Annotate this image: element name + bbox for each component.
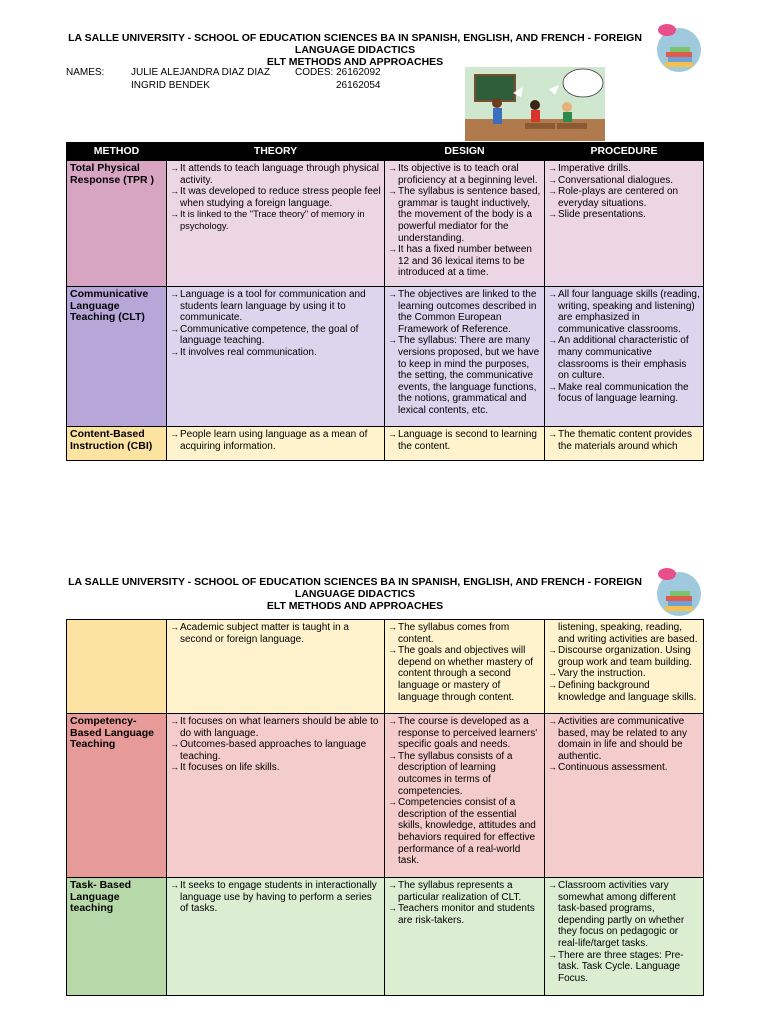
- header-line-2: LANGUAGE DIDACTICS: [294, 588, 416, 600]
- table-row-tblt: [67, 878, 704, 996]
- list-item: → Slide presentations.: [548, 209, 700, 221]
- method-cblt: Competency-Based Language Teaching: [67, 714, 167, 878]
- method-tblt: Task- Based Language teaching: [67, 878, 167, 996]
- list-item: → Imperative drills.: [548, 163, 700, 175]
- design-tpr: [385, 161, 545, 287]
- list-item: → The syllabus comes from content.: [388, 622, 541, 645]
- list-item: → Outcomes-based approaches to language teaching.: [170, 739, 381, 762]
- list-item: → All four language skills (reading, writing, speaking and listening) are emphasized in communicative classrooms.: [548, 289, 700, 335]
- procedure-clt: [545, 287, 704, 427]
- table-row-clt: [67, 287, 704, 427]
- list-item: → Academic subject matter is taught in a second or foreign language.: [170, 622, 381, 645]
- names-label: NAMES:: [66, 67, 105, 78]
- list-item: → Vary the instruction.: [548, 668, 700, 680]
- header-line-2: LANGUAGE DIDACTICS: [294, 44, 416, 56]
- theory-cblt: [167, 714, 385, 878]
- header-line-1: LA SALLE UNIVERSITY - SCHOOL OF EDUCATION SCIENCES BA IN SPANISH, ENGLISH, AND FRENCH - FOREIGN: [68, 32, 642, 44]
- procedure-cblt: [545, 714, 704, 878]
- table-header-row: [67, 143, 704, 161]
- list-item: → The goals and objectives will depend on whether mastery of content through a second language or mastery of language through content.: [388, 645, 541, 703]
- method-tpr: Total Physical Response (TPR ): [67, 161, 167, 287]
- skillful-logo-icon: [653, 566, 703, 616]
- theory-clt: [167, 287, 385, 427]
- list-item: → The syllabus is sentence based, grammar is taught inductively, the movement of the body is a powerful mediator for the understanding.: [388, 186, 541, 244]
- list-item: → Defining background knowledge and language skills.: [548, 680, 700, 703]
- list-item: → The thematic content provides the materials around which: [548, 429, 700, 452]
- header-line-3: ELT METHODS AND APPROACHES: [266, 56, 444, 68]
- list-item: → An additional characteristic of many communicative classrooms is their emphasis on culture.: [548, 335, 700, 381]
- list-item: → It has a fixed number between 12 and 36 lexical items to be introduced at a time.: [388, 244, 541, 279]
- header-line-1: LA SALLE UNIVERSITY - SCHOOL OF EDUCATION SCIENCES BA IN SPANISH, ENGLISH, AND FRENCH - FOREIGN: [68, 576, 642, 588]
- list-item: → There are three stages: Pre-task. Task Cycle. Language Focus.: [548, 950, 700, 985]
- skillful-logo-icon: [653, 22, 703, 72]
- design-cbi: [385, 427, 545, 461]
- list-item: → Classroom activities vary somewhat among different task-based programs, depending partly on whether they focus on pedagogic or real-life/target tasks.: [548, 880, 700, 950]
- procedure-cbi: [545, 427, 704, 461]
- list-item: → Communicative competence, the goal of language teaching.: [170, 324, 381, 347]
- col-header-method: METHOD: [67, 143, 167, 161]
- list-item: → Make real communication the focus of language learning.: [548, 382, 700, 405]
- list-item: → The syllabus represents a particular realization of CLT.: [388, 880, 541, 903]
- list-item: → It is linked to the "Trace theory" of memory in psychology.: [170, 209, 381, 232]
- page2-header: [60, 576, 650, 612]
- list-item: → Role-plays are centered on everyday situations.: [548, 186, 700, 209]
- method-clt: Communicative Language Teaching (CLT): [67, 287, 167, 427]
- procedure-tblt: [545, 878, 704, 996]
- table-row-cblt: [67, 714, 704, 878]
- header-line-3: ELT METHODS AND APPROACHES: [266, 600, 444, 612]
- procedure-tpr: [545, 161, 704, 287]
- list-item: → Language is second to learning the content.: [388, 429, 541, 452]
- list-item: → The objectives are linked to the learning outcomes described in the Common European Framework of Reference.: [388, 289, 541, 335]
- list-item: → It focuses on life skills.: [170, 762, 381, 774]
- list-item: → Discourse organization. Using group work and team building.: [548, 645, 700, 668]
- design-clt: [385, 287, 545, 427]
- list-item: → Its objective is to teach oral proficiency at a beginning level.: [388, 163, 541, 186]
- procedure-cbi-continued: [545, 620, 704, 714]
- list-item: → It was developed to reduce stress people feel when studying a foreign language.: [170, 186, 381, 209]
- method-cbi-continued: [67, 620, 167, 714]
- list-item: → Language is a tool for communication and students learn language by using it to communicate.: [170, 289, 381, 324]
- table-row-cbi-continued: [67, 620, 704, 714]
- list-item: → Conversational dialogues.: [548, 175, 700, 187]
- list-item: → The syllabus consists of a description of learning outcomes in terms of competencies.: [388, 751, 541, 797]
- theory-cbi: [167, 427, 385, 461]
- theory-tblt: [167, 878, 385, 996]
- list-item: → Continuous assessment.: [548, 762, 700, 774]
- list-item: → It focuses on what learners should be able to do with language.: [170, 716, 381, 739]
- page1-header: [60, 32, 650, 68]
- student-code-1: CODES: 26162092: [295, 67, 381, 78]
- design-cblt: [385, 714, 545, 878]
- table-row-cbi: [67, 427, 704, 461]
- classroom-illustration: [465, 67, 605, 141]
- procedure-lead-text: listening, speaking, reading, and writing activities are based.: [558, 622, 698, 645]
- list-item: → The syllabus: There are many versions proposed, but we have to keep in mind the purposes, the setting, the communicative events, the language functions, the notions, grammatical and lexical contents, etc.: [388, 335, 541, 416]
- student-name-2: INGRID BENDEK: [131, 80, 210, 91]
- list-item: → People learn using language as a mean of acquiring information.: [170, 429, 381, 452]
- theory-tpr: [167, 161, 385, 287]
- student-name-1: JULIE ALEJANDRA DIAZ DIAZ: [131, 67, 270, 78]
- design-cbi-continued: [385, 620, 545, 714]
- design-tblt: [385, 878, 545, 996]
- methods-table-page-2: [66, 619, 704, 996]
- theory-cbi-continued: [167, 620, 385, 714]
- col-header-procedure: PROCEDURE: [545, 143, 704, 161]
- methods-table-page-1: [66, 142, 704, 461]
- list-item: → It seeks to engage students in interactionally language use by having to perform a series of tasks.: [170, 880, 381, 915]
- method-cbi: Content-Based Instruction (CBI): [67, 427, 167, 461]
- list-item: → Activities are communicative based, may be related to any domain in life and should be authentic.: [548, 716, 700, 762]
- list-item: → The course is developed as a response to perceived learners' specific goals and needs.: [388, 716, 541, 751]
- list-item: → It involves real communication.: [170, 347, 381, 359]
- list-item: → It attends to teach language through physical activity.: [170, 163, 381, 186]
- list-item: → Competencies consist of a description of the essential skills, knowledge, attitudes and behaviors required for effective performance of a real-world task.: [388, 797, 541, 867]
- col-header-design: DESIGN: [385, 143, 545, 161]
- student-code-2: 26162054: [336, 80, 381, 91]
- list-item: → Teachers monitor and students are risk-takers.: [388, 903, 541, 926]
- col-header-theory: THEORY: [167, 143, 385, 161]
- table-row-tpr: [67, 161, 704, 287]
